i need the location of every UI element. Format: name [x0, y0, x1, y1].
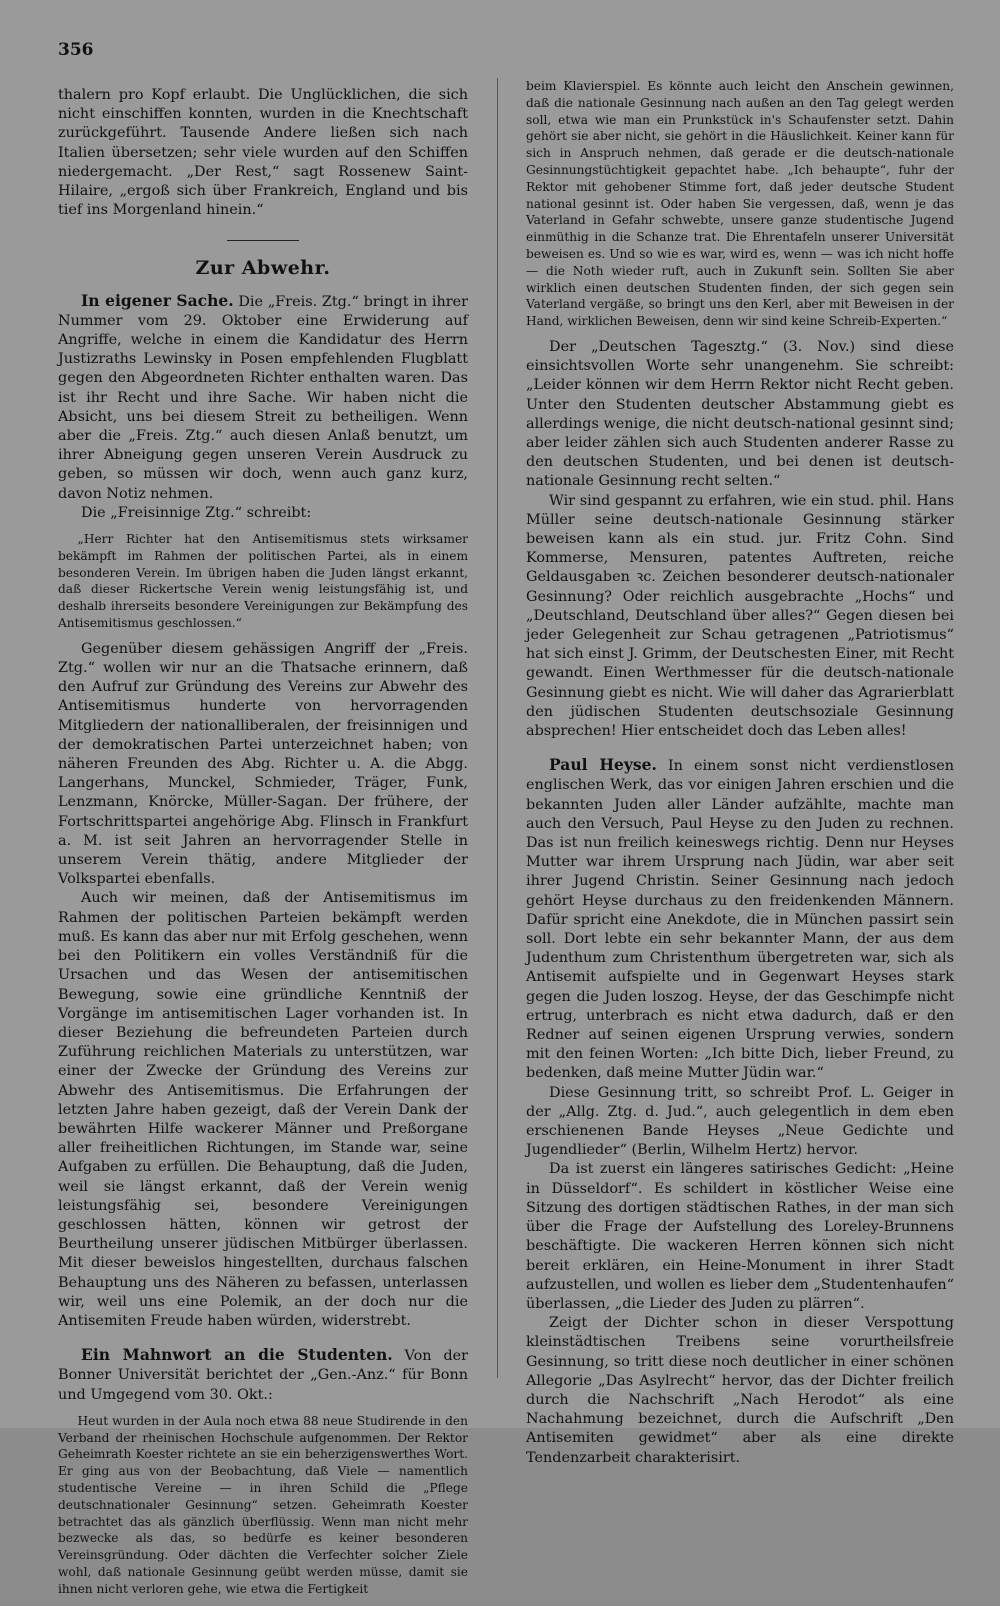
article-lead-title: Paul Heyse.: [549, 755, 657, 775]
quote-text: beim Klavierspiel. Es könnte auch leicht den Anschein gewinnen, daß die nationale Gesinnung nach außen an den Tag gelegt werden soll, etwa wie man ein Prunkstück in's Schaufenster setzt. Dahin gehört sie aber nicht, sie gehört in die Häuslichkeit. Keiner kann für sich in Anspruch nehmen, daß gerade er die deutsch-nationale Gesinnungstüchtigkeit gepachtet habe. „Ich behaupte“, fuhr der Rektor mit gehobener Stimme fort, daß jeder deutsche Student national gesinnt ist. Oder haben Sie vergessen, daß, wenn je das Vaterland in Gefahr schwebte, unsere ganze studentische Jugend einmüthig in die Schanze trat. Die Ehrentafeln unserer Universität beweisen es. Und so wie es war, wird es, wenn — was ich nicht hoffe — die Noth wieder ruft, auch in Zukunft sein. Sollten Sie aber wirklich einen deutschen Studenten finden, der sich gegen sein Vaterland vergäße, so bringt uns den Kerl, aber mit Beweisen in der Hand, wirklichen Beweisen, denn wir sind keine Schreib-Experten.“: [526, 79, 954, 329]
paragraph: Diese Gesinnung tritt, so schreibt Prof. L. Geiger in der „Allg. Ztg. d. Jud.“, auch gelegentlich in dem eben erschienenen Bande Heyses „Neue Gedichte und Jugendlieder“ (Berlin, Wilhelm Hertz) hervor.: [526, 1084, 954, 1159]
spacer: [526, 741, 954, 755]
paragraph: Zeigt der Dichter schon in dieser Verspottung kleinstädtischen Treibens seine vorurtheilsfreie Gesinnung, so tritt diese noch deutlicher in einer schönen Allegorie „Das Asylrecht“ hervor, das der Dichter freilich durch die Nachschrift „Nach Herodot“ als eine Nachahmung bezeichnet, durch die Aufschrift „Den Antisemiten gewidmet“ aber als eine direkte Tendenzarbeit charakterisirt.: [526, 1315, 954, 1466]
right-column: [526, 78, 954, 1468]
article-mahnwort: [58, 1345, 468, 1405]
column-rule: [497, 78, 498, 1378]
article-lead-title: Ein Mahnwort an die Studenten.: [81, 1345, 393, 1365]
spacer: [58, 1331, 468, 1345]
article-text: In einem sonst nicht verdienstlosen englischen Werk, das vor einigen Jahren erschien und die bekannten Juden aller Länder aufzählte, machte man auch den Versuch, Paul Heyse zu den Juden zu rechnen. Das ist nun freilich keineswegs richtig. Denn nur Heyses Mutter war ihrem Ursprung nach Jüdin, war aber seit ihrer Jugend Christin. Seiner Gesinnung nach jedoch gehört Heyse durchaus zu den freidenkenden Männern. Dafür spricht eine Anekdote, die in München passirt sein soll. Dort lebte ein sehr bekannter Mann, der aus dem Judenthum zum Christenthum übergetreten war, sich als Antisemit aufspielte und in Gegenwart Heyses stark gegen die Juden loszog. Heyse, der das Geschimpfe nicht ertrug, unterbrach es nicht etwa dadurch, daß er den Redner auf seinen eigenen Ursprung verwies, sondern mit den feinen Worten: „Ich bitte Dich, lieber Freund, zu bedenken, daß meine Mutter Jüdin war.“: [526, 758, 954, 1082]
paragraph: Da ist zuerst ein längeres satirisches Gedicht: „Heine in Düsseldorf“. Es schildert in köstlicher Weise eine Sitzung des dortigen städtischen Rathes, in der man sich über die Frage der Aufstellung des Loreley-Brunnens beschäftigte. Die wackeren Herren können sich nicht bereit erklären, ein Heine-Monument in ihrer Stadt aufzustellen, und wollen es lieber dem „Studentenhaufen“ überlassen, „die Lieder des Juden zu plärren“.: [526, 1161, 954, 1312]
article-paul-heyse: [526, 755, 954, 1083]
left-column: [58, 86, 468, 1606]
paragraph: Gegenüber diesem gehässigen Angriff der „Freis. Ztg.“ wollen wir nur an die Thatsache erinnern, daß den Aufruf zur Gründung des Vereins zur Abwehr des Antisemitismus hunderte von hervorragenden Mitgliedern der nationalliberalen, der freisinnigen und der demokratischen Partei unterzeichnet haben; von näheren Freunden des Abg. Richter u. A. die Abgg. Langerhans, Munckel, Schmieder, Träger, Funk, Lenzmann, Knörcke, Müller-Sagan. Der frühere, der Fortschrittspartei angehörige Abg. Flinsch in Frankfurt a. M. ist seit Jahren an hervorragender Stelle in unserem Verein thätig, andere Mitglieder der Volkspartei ebenfalls.: [58, 640, 468, 888]
block-quote-continued: [526, 78, 954, 330]
article-text: Von der Bonner Universität berichtet der „Gen.-Anz.“ für Bonn und Umgegend vom 30. Okt.:: [58, 1348, 469, 1403]
paragraph: Wir sind gespannt zu erfahren, wie ein stud. phil. Hans Müller seine deutsch-nationale Gesinnung stärker beweisen kann als ein stud. jur. Fritz Cohn. Sind Kommerse, Mensuren, patentes Auftreten, reiche Geldausgaben ꝛc. Zeichen besonderer deutsch-nationaler Gesinnung? Oder reichlich ausgebrachte „Hochs“ und „Deutschland, Deutschland über alles?“ Gegen diesen bei jeder Gelegenheit zur Schau getragenen „Patriotismus“ hat sich einst J. Grimm, der Deutschesten Einer, mit Recht gewandt. Einen Werthmesser für die deutsch-nationale Gesinnung giebt es nicht. Wie will daher das Agrarierblatt den jüdischen Studenten deutschsoziale Gesinnung absprechen! Hier entscheidet doch das Leben alles!: [526, 492, 954, 740]
section-heading: Zur Abwehr.: [195, 257, 331, 280]
article-in-eigener-sache: [58, 291, 468, 504]
page-number: 356: [58, 40, 94, 60]
paragraph: Die „Freisinnige Ztg.“ schreibt:: [81, 504, 312, 521]
paragraph: Der „Deutschen Tagesztg.“ (3. Nov.) sind diese einsichtsvollen Worte sehr unangenehm. Sie schreibt: „Leider können wir dem Herrn Rektor nicht Recht geben. Unter den Studenten deutscher Abstammung giebt es allerdings wenige, die nicht deutsch-national gesinnt sind; aber leider zählen sich auch Studenten anderer Rasse zu den deutschen Studenten, und bei denen ist deutsch-nationale Gesinnung recht selten.“: [526, 338, 954, 490]
article-text: Die „Freis. Ztg.“ bringt in ihrer Nummer vom 29. Oktober eine Erwiderung auf Angriffe, welche in einem die Kandidatur des Herrn Justizraths Lewinsky in Posen empfehlenden Flugblatt gegen den Abgeordneten Richter enthalten waren. Das ist ihr Recht und ihre Sache. Wir haben nicht die Absicht, uns bei diesem Streit zu betheiligen. Wenn aber die „Freis. Ztg.“ auch diesen Anlaß benutzt, um ihrer Abneigung gegen unseren Verein Ausdruck zu geben, so müssen wir doch, wenn auch ganz kurz, davon Notiz nehmen.: [58, 293, 469, 502]
paragraph: Auch wir meinen, daß der Antisemitismus im Rahmen der politischen Parteien bekämpft werden muß. Es kann das aber nur mit Erfolg geschehen, wenn bei den Politikern ein volles Verständniß für die Ursachen und das Wesen der antisemitischen Bewegung, sowie eine gründliche Kenntniß der Vorgänge im antisemitischen Lager vorhanden ist. In dieser Beziehung die befreundeten Parteien durch Zuführung reichlichen Materials zu unterstützen, war einer der Zwecke der Gründung des Vereins zur Abwehr des Antisemitismus. Die Erfahrungen der letzten Jahre haben gezeigt, daß der Verein Dank der bewährten Hilfe wackerer Männer und Preßorgane aller freiheitlichen Richtungen, im Stande war, seine Aufgaben zu erfüllen. Die Behauptung, daß die Juden, weil sie längst erkannt, daß der Verein wenig leistungsfähig sei, besondere Vereinigungen geschlossen hätten, können wir getrost der Beurtheilung unserer jüdischen Mitbürger überlassen. Mit dieser beweislos hingestellten, durchaus falschen Behauptung uns des Näheren zu befassen, unterlassen wir, weil uns eine Polemik, an der doch nur die Antisemiten Freude haben würden, widerstrebt.: [58, 890, 468, 1329]
block-quote: [58, 531, 468, 632]
block-quote: [58, 1413, 468, 1598]
quote-text: „Herr Richter hat den Antisemitismus stets wirksamer bekämpft im Rahmen der politischen Partei, als in einem besonderen Verein. Im übrigen haben die Juden längst erkannt, daß dieser Rickertsche Verein wenig leistungsfähig ist, und deshalb ihrerseits besondere Vereinigungen zur Bekämpfung des Antisemitismus geschlossen.“: [58, 532, 468, 631]
quote-text: Heut wurden in der Aula noch etwa 88 neue Studirende in den Verband der rheinischen Hochschule aufgenommen. Der Rektor Geheimrath Koester richtete an sie ein beherzigenswerthes Wort. Er ging aus von der Beobachtung, daß Viele — namentlich studentische Vereine — in ihren Schild die „Pflege deutschnationaler Gesinnung“ setzen. Geheimrath Koester betrachtet das als gänzlich überflüssig. Wenn man nicht mehr bezwecke als das, so bedürfe es keiner besonderen Vereinsgründung. Oder dächten die Verfechter solcher Ziele wohl, daß nationale Gesinnung geübt werden müsse, damit sie ihnen nicht verloren gehe, wie etwa die Fertigkeit: [58, 1413, 468, 1596]
section-divider: [227, 240, 299, 241]
paragraph-continuation: thalern pro Kopf erlaubt. Die Unglücklichen, die sich nicht einschiffen konnten, wurden in die Knechtschaft zurückgeführt. Tausende Andere ließen sich nach Italien übersetzen; sehr viele wurden auf den Schiffen niedergemacht. „Der Rest,“ sagt Rossenew Saint-Hilaire, „ergoß sich über Frankreich, England und bis tief ins Morgenland hinein.“: [58, 87, 468, 219]
article-lead-title: In eigener Sache.: [81, 290, 234, 310]
